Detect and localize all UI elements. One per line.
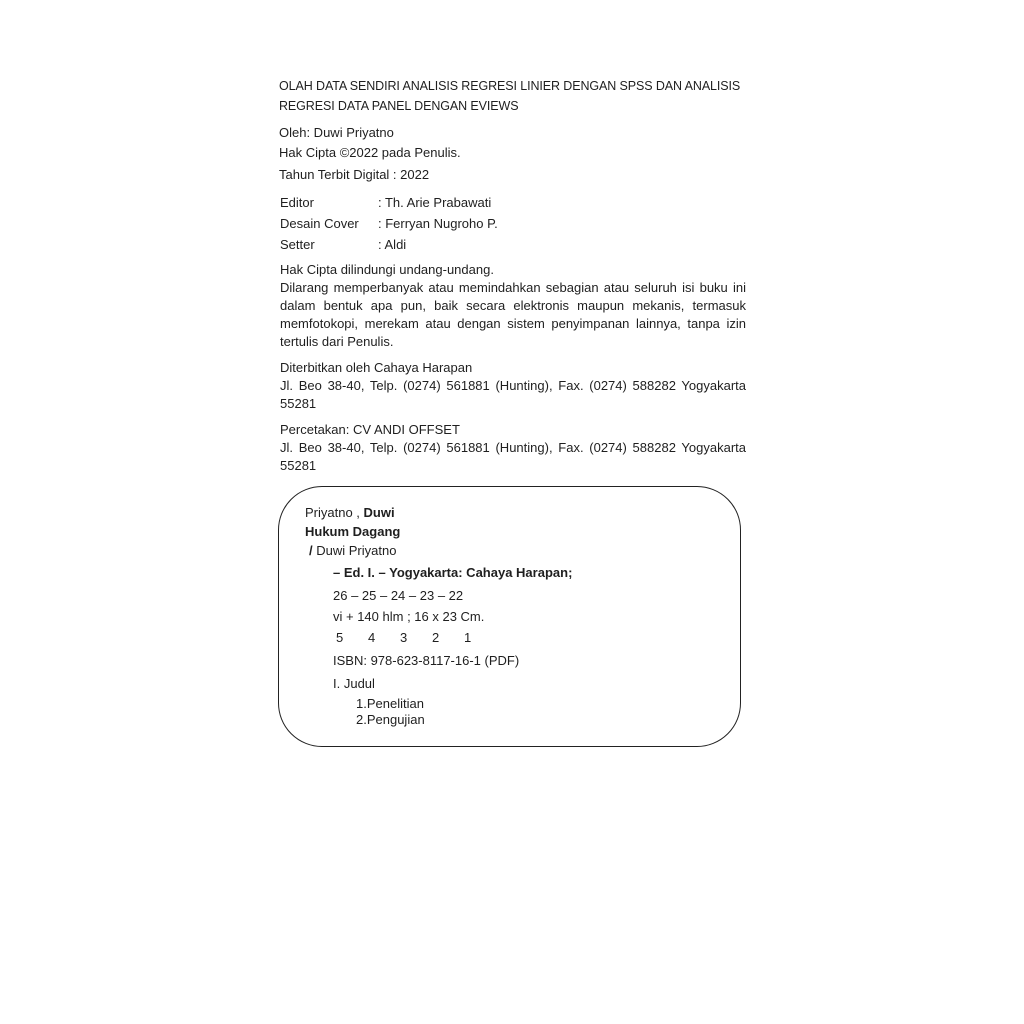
rights-heading: Hak Cipta dilindungi undang-undang.: [280, 262, 494, 277]
catalog-isbn: ISBN: 978-623-8117-16-1 (PDF): [333, 653, 520, 668]
staff-list: [280, 194, 746, 257]
book-title-line-2: REGRESI DATA PANEL DENGAN EVIEWS: [279, 99, 519, 113]
copyright-line: Hak Cipta ©2022 pada Penulis.: [279, 145, 461, 160]
staff-role: Setter: [280, 237, 315, 252]
publication-year: Tahun Terbit Digital : 2022: [279, 167, 430, 182]
catalog-given-name: Duwi: [363, 505, 395, 520]
catalog-subject: Hukum Dagang: [305, 524, 401, 539]
staff-row-setter: [280, 236, 746, 257]
catalog-pages: vi + 140 hlm ; 16 x 23 Cm.: [333, 609, 485, 624]
catalog-years: 26 – 25 – 24 – 23 – 22: [333, 588, 464, 603]
staff-row-cover: [280, 215, 746, 236]
byline-slash: /: [309, 543, 317, 558]
book-title: [279, 76, 740, 116]
catalog-author: [305, 505, 395, 520]
publisher-label: Diterbitkan oleh Cahaya Harapan: [280, 360, 473, 375]
catalog-edition: – Ed. I. – Yogyakarta: Cahaya Harapan;: [333, 565, 573, 580]
catalog-byline: [309, 543, 396, 558]
author-line: Oleh: Duwi Priyatno: [279, 125, 394, 140]
printer-label: Percetakan: CV ANDI OFFSET: [280, 422, 460, 437]
printing-number: 2: [432, 630, 440, 645]
staff-name: : Th. Arie Prabawati: [378, 195, 492, 210]
publisher-address: Jl. Beo 38-40, Telp. (0274) 561881 (Hunting), Fax. (0274) 588282 Yogyakarta 55281: [280, 378, 746, 411]
printing-number: 1: [464, 630, 472, 645]
staff-row-editor: [280, 194, 746, 215]
catalog-printing: [336, 630, 484, 645]
staff-name: : Aldi: [378, 237, 407, 252]
staff-name: : Ferryan Nugroho P.: [378, 216, 498, 231]
catalog-surname: Priyatno ,: [305, 505, 360, 520]
catalog-index-title: I. Judul: [333, 676, 375, 691]
printing-number: 4: [368, 630, 376, 645]
staff-role: Editor: [280, 195, 314, 210]
printing-number: 5: [336, 630, 344, 645]
catalog-card: [278, 486, 741, 747]
catalog-index-item: 1.Penelitian: [356, 696, 424, 711]
catalog-index-item: 2.Pengujian: [356, 712, 425, 727]
printing-number: 3: [400, 630, 408, 645]
rights-text: Dilarang memperbanyak atau memindahkan sebagian atau seluruh isi buku ini dalam bentuk apa pun, baik secara elektronis maupun mekanis, termasuk memfotokopi, merekam atau dengan sistem penyimpanan lainnya, tanpa izin tertulis dari Penulis.: [280, 280, 746, 349]
printer-address: Jl. Beo 38-40, Telp. (0274) 561881 (Hunting), Fax. (0274) 588282 Yogyakarta 55281: [280, 440, 746, 473]
staff-role: Desain Cover: [280, 216, 359, 231]
book-title-line-1: OLAH DATA SENDIRI ANALISIS REGRESI LINIER DENGAN SPSS DAN ANALISIS: [279, 79, 741, 93]
byline-name: Duwi Priyatno: [316, 543, 397, 558]
